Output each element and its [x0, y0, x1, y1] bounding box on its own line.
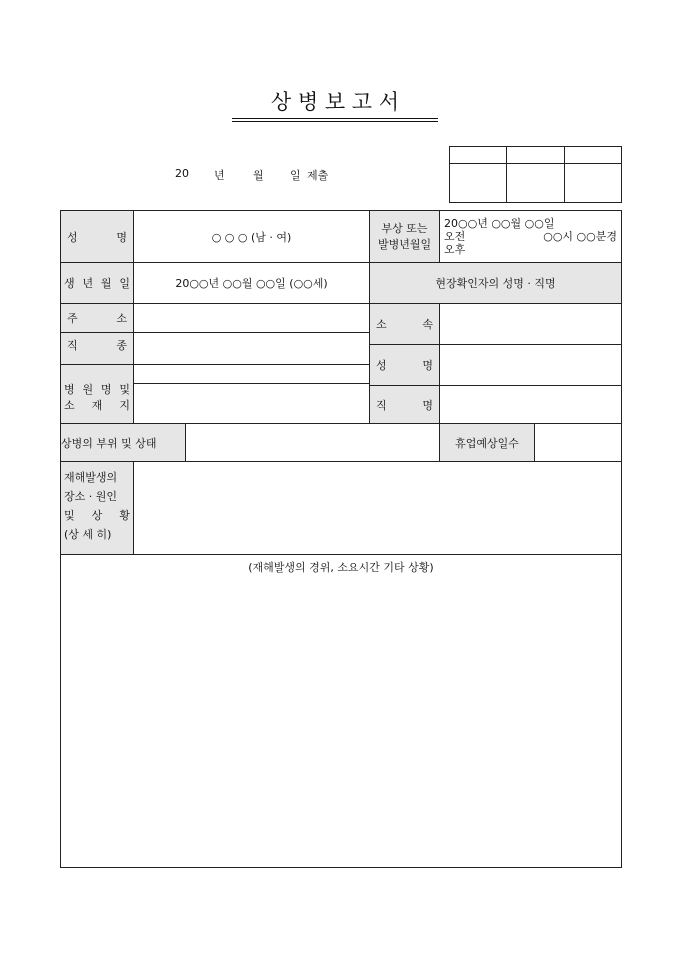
- hospital-name-value[interactable]: [134, 365, 370, 384]
- approval-box: [449, 146, 622, 203]
- birth-date-value[interactable]: 20○○년 ○○월 ○○일 (○○세): [134, 263, 370, 304]
- approval-header-cell[interactable]: [450, 147, 507, 164]
- name-value[interactable]: ○ ○ ○ (남 · 여): [134, 211, 370, 263]
- injury-date-value[interactable]: 20○○년 ○○월 ○○일 오전 오후 ○○시 ○○분경: [440, 211, 622, 263]
- label-name: 성 명: [61, 211, 134, 263]
- label-leave-days: 휴업예상일수: [440, 424, 535, 462]
- accident-detail-area[interactable]: [61, 555, 622, 868]
- approval-sign-cell[interactable]: [450, 164, 507, 203]
- label-witness-title: 직 명: [370, 386, 440, 424]
- label-accident-cause: 재해발생의 장소 · 원인 및 상 황 (상 세 히): [61, 462, 134, 555]
- submit-day-unit: 일: [290, 169, 301, 182]
- detail-note: (재해발생의 경위, 소요시간 기타 상황): [248, 561, 434, 574]
- title-double-underline: [232, 118, 438, 119]
- address-value[interactable]: [134, 304, 370, 333]
- label-witness-name: 성 명: [370, 345, 440, 386]
- label-occupation: 직 종: [61, 333, 134, 365]
- submit-label: 제출: [307, 169, 329, 182]
- submit-year: 20: [175, 167, 189, 180]
- label-affiliation: 소 속: [370, 304, 440, 345]
- witness-title-value[interactable]: [440, 386, 622, 424]
- submit-year-unit: 년: [214, 169, 225, 182]
- occupation-value[interactable]: [134, 333, 370, 365]
- leave-days-value[interactable]: [535, 424, 622, 462]
- hospital-location-value[interactable]: [134, 384, 370, 424]
- witness-name-value[interactable]: [440, 345, 622, 386]
- label-address: 주 소: [61, 304, 134, 333]
- witness-header: 현장확인자의 성명 · 직명: [370, 263, 622, 304]
- label-injury-part: 상병의 부위 및 상태: [61, 424, 186, 462]
- approval-header-cell[interactable]: [565, 147, 622, 164]
- label-birth-date: 생 년 월 일: [61, 263, 134, 304]
- injury-part-value[interactable]: [186, 424, 440, 462]
- approval-sign-cell[interactable]: [565, 164, 622, 203]
- affiliation-value[interactable]: [440, 304, 622, 345]
- document-title: 상 병 보 고 서: [232, 86, 438, 122]
- report-form-table: [60, 210, 622, 868]
- approval-header-cell[interactable]: [507, 147, 565, 164]
- approval-sign-cell[interactable]: [507, 164, 565, 203]
- accident-cause-value[interactable]: [134, 462, 622, 555]
- label-hospital: 병 원 명 및 소 재 지: [61, 365, 134, 424]
- submit-month-unit: 월: [253, 169, 264, 182]
- label-injury-date: 부상 또는 발병년월일: [370, 211, 440, 263]
